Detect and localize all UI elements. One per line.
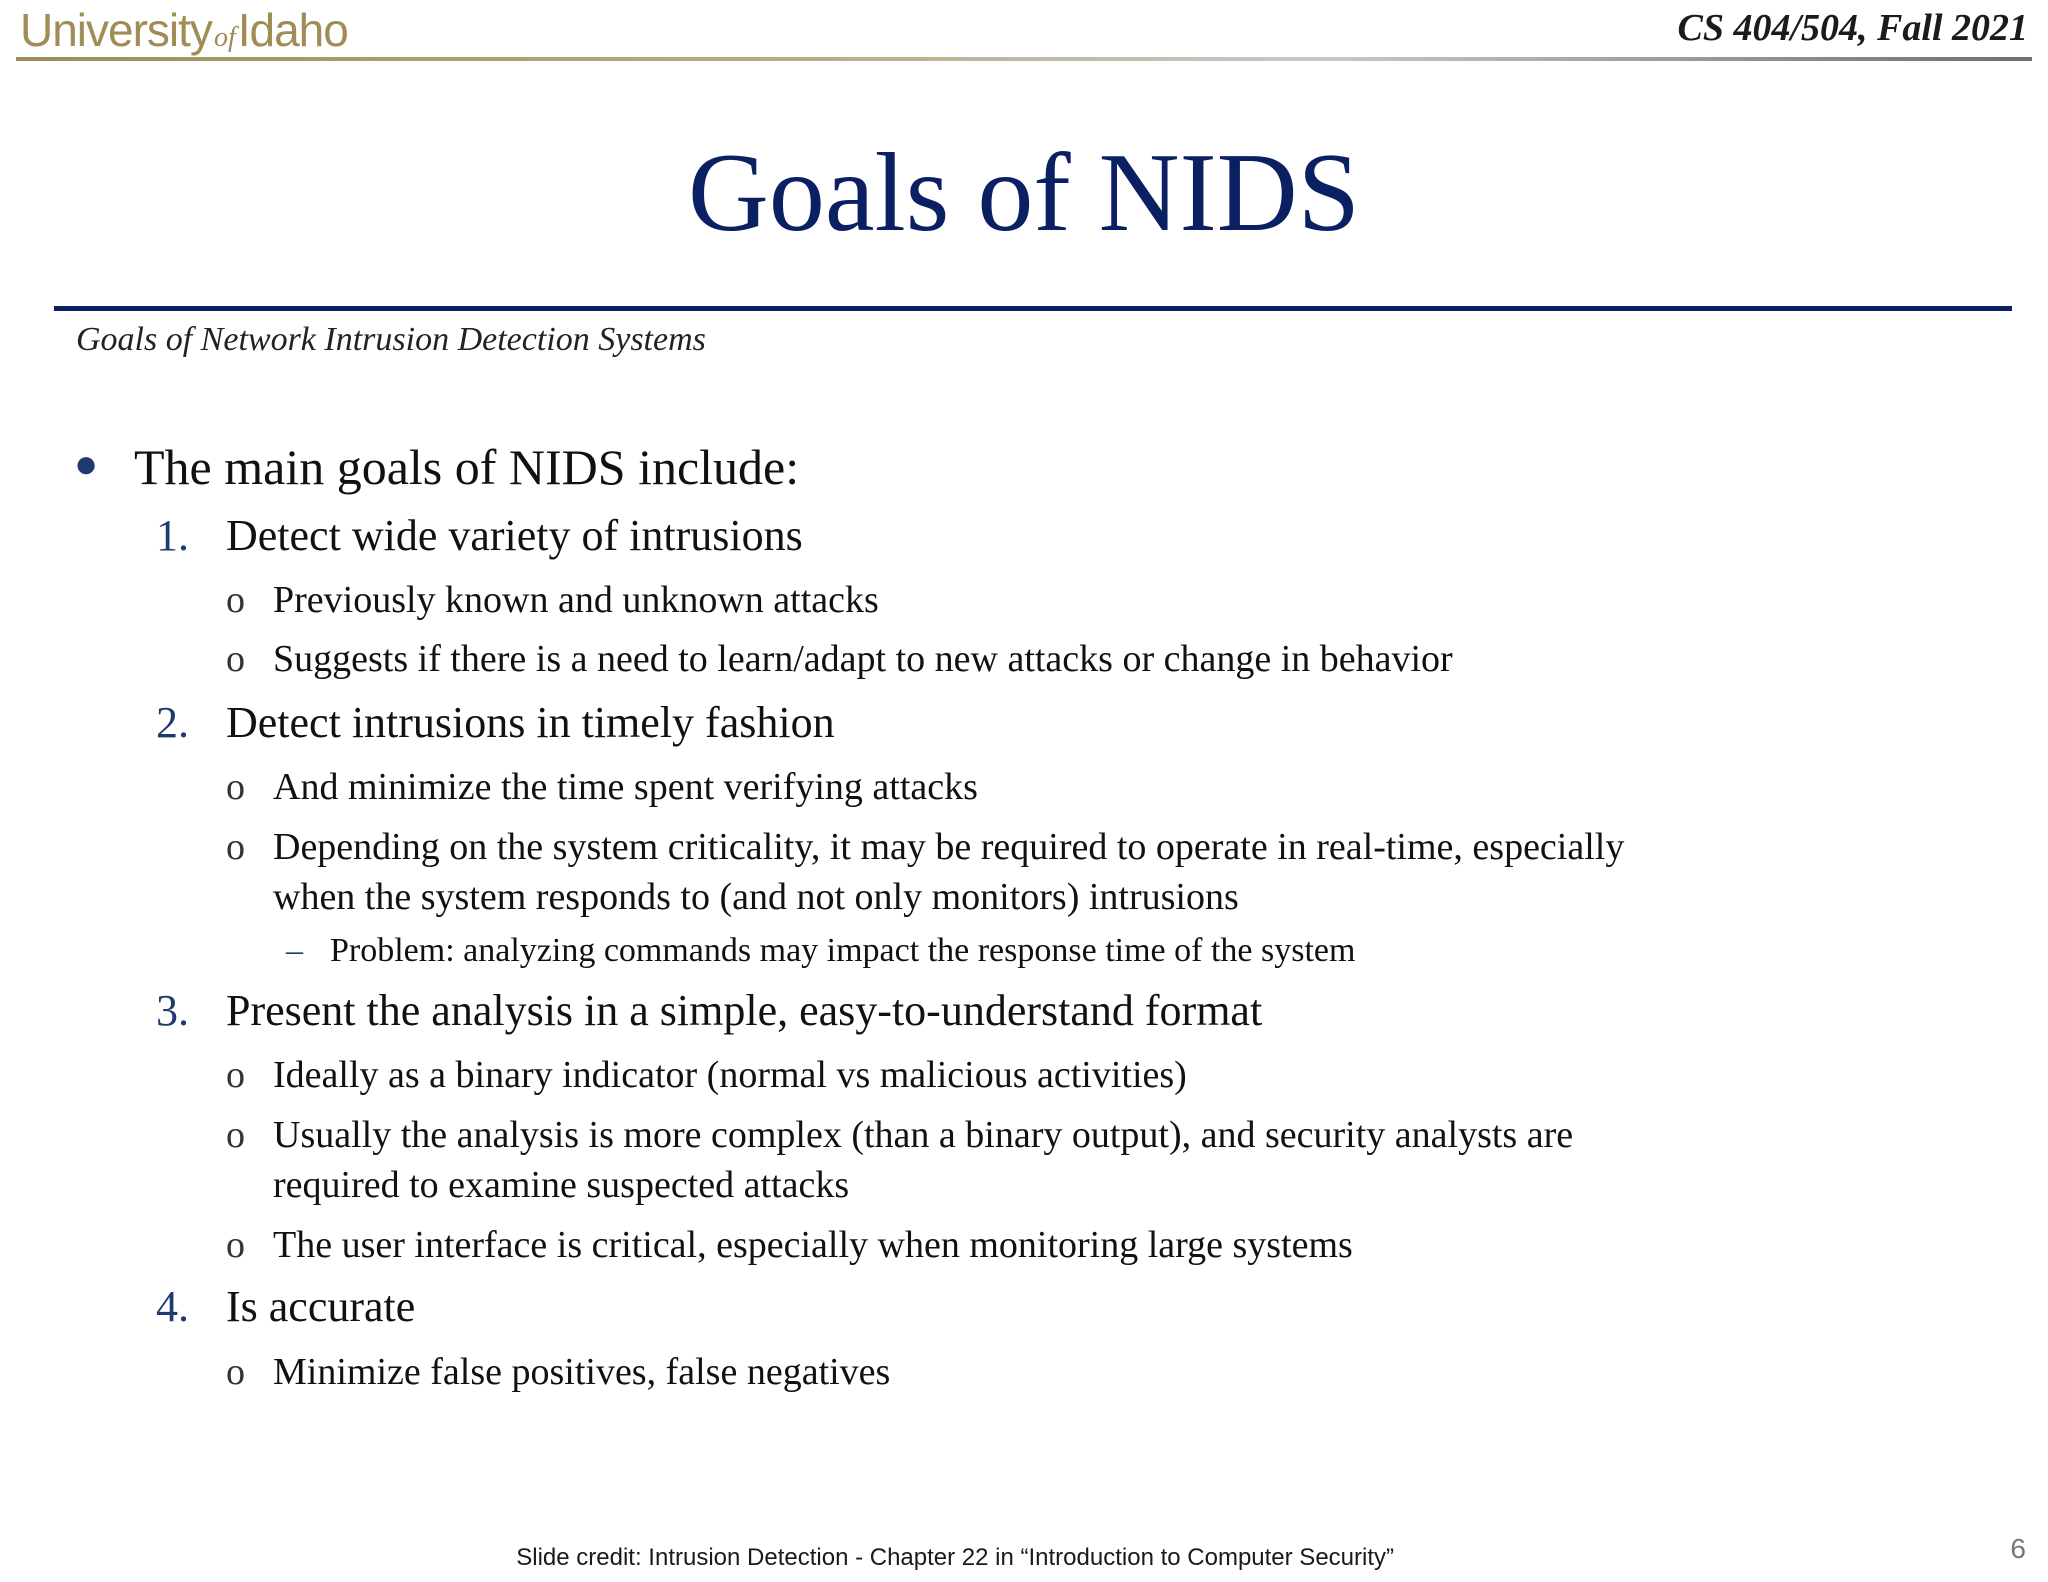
sub-item-text: Suggests if there is a need to learn/adapt to new attacks or change in behavior xyxy=(273,638,1453,680)
hollow-circle-icon: o xyxy=(226,1351,245,1393)
slide-credit: Slide credit: Intrusion Detection - Chapter 22 in “Introduction to Computer Security” xyxy=(516,1544,1394,1571)
main-bullet-text: The main goals of NIDS include: xyxy=(134,439,800,495)
sub-item-text-continued: required to examine suspected attacks xyxy=(273,1164,850,1206)
sub-item-text: Previously known and unknown attacks xyxy=(273,579,879,621)
goal-number: 2. xyxy=(156,698,189,747)
hollow-circle-icon: o xyxy=(226,1054,245,1096)
hollow-circle-icon: o xyxy=(226,826,245,868)
sub-item-text: The user interface is critical, especially when monitoring large systems xyxy=(273,1224,1353,1266)
logo-of: of xyxy=(213,22,236,53)
slide-subtitle: Goals of Network Intrusion Detection Systems xyxy=(76,321,706,358)
page-number: 6 xyxy=(2010,1533,2026,1564)
sub-item-text: Usually the analysis is more complex (than a binary output), and security analysts are xyxy=(273,1114,1574,1156)
dash-icon: – xyxy=(286,932,303,969)
goal-text: Detect intrusions in timely fashion xyxy=(226,698,835,747)
logo-university: University xyxy=(20,4,212,56)
goal-text: Is accurate xyxy=(226,1282,416,1331)
bullet-dot-icon: ● xyxy=(74,441,99,486)
hollow-circle-icon: o xyxy=(226,638,245,680)
title-divider xyxy=(54,306,2012,311)
goal-number: 3. xyxy=(156,986,189,1035)
hollow-circle-icon: o xyxy=(226,579,245,621)
sub-item-text: And minimize the time spent verifying attacks xyxy=(273,766,978,808)
sub-item-text: Depending on the system criticality, it may be required to operate in real-time, especially xyxy=(273,826,1625,868)
logo-idaho: Idaho xyxy=(237,4,348,56)
sub-item-text-continued: when the system responds to (and not only monitors) intrusions xyxy=(273,876,1239,918)
header-divider xyxy=(16,57,2032,61)
sub-sub-item-text: Problem: analyzing commands may impact the response time of the system xyxy=(330,932,1356,969)
sub-item-text: Ideally as a binary indicator (normal vs malicious activities) xyxy=(273,1054,1187,1096)
university-logo xyxy=(20,4,348,64)
goal-number: 1. xyxy=(156,511,189,560)
hollow-circle-icon: o xyxy=(226,766,245,808)
hollow-circle-icon: o xyxy=(226,1114,245,1156)
hollow-circle-icon: o xyxy=(226,1224,245,1266)
goal-text: Present the analysis in a simple, easy-to-understand format xyxy=(226,986,1263,1035)
course-label: CS 404/504, Fall 2021 xyxy=(1677,7,2028,49)
goal-text: Detect wide variety of intrusions xyxy=(226,511,803,560)
goal-number: 4. xyxy=(156,1282,189,1331)
slide-title: Goals of NIDS xyxy=(688,131,1360,255)
sub-item-text: Minimize false positives, false negatives xyxy=(273,1351,891,1393)
